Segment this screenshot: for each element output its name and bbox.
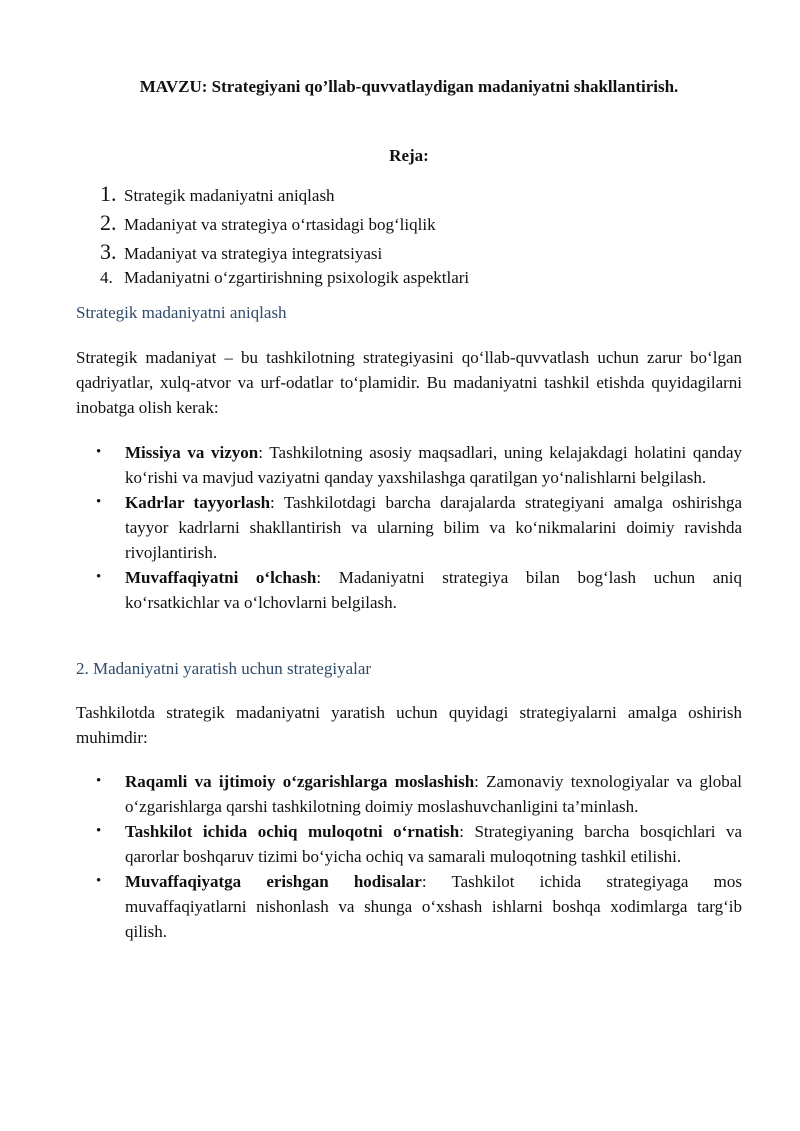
plan-item-text: Madaniyatni o‘zgartirishning psixologik aspektlari [124,268,470,287]
document-title: MAVZU: Strategiyani qo’llab-quvvatlaydigan madaniyatni shakllantirish. [139,77,679,96]
plan-item-text: Madaniyat va strategiya integratsiyasi [124,244,383,263]
section-heading-culture-strategies: 2. Madaniyatni yaratish uchun strategiyalar [76,659,372,678]
bullet-term: Missiya va vizyon [125,443,259,462]
bullet-icon: • [96,823,102,839]
plan-item-number: 4. [100,268,113,287]
bullet-term: Raqamli va ijtimoiy o‘zgarishlarga moslashish [125,772,475,791]
bullet-icon: • [96,444,102,460]
bullet-text: : Zamonaviy texnologiyalar va global o‘zgarishlarga qarshi tashkilotning doimiy moslashuvchanligini ta’minlash. [125,772,743,816]
plan-item-number: 1. [100,181,117,206]
section2-bullet-list [96,769,742,944]
bullet-item-success-events [96,869,742,944]
section-heading-strategic-culture: Strategik madaniyatni aniqlash [76,303,287,322]
plan-item-text: Madaniyat va strategiya o‘rtasidagi bog‘liqlik [124,215,436,234]
plan-item [100,239,469,268]
bullet-term: Kadrlar tayyorlash [125,493,271,512]
bullet-text: : Tashkilot ichida strategiyaga mos muvaffaqiyatlarni nishonlash va shunga o‘xshash ishlarni boshqa xodimlarga targ‘ib qilish. [125,872,742,941]
bullet-text: : Madaniyatni strategiya bilan bog‘lash uchun aniq ko‘rsatkichlar va o‘lchovlarni belgilash. [125,568,743,612]
bullet-term: Muvaffaqiyatga erishgan hodisalar [125,872,422,891]
plan-list [100,181,469,295]
section2-paragraph: Tashkilotda strategik madaniyatni yaratish uchun quyidagi strategiyalarni amalga oshirish muhimdir: [76,703,742,747]
bullet-text: : Tashkilotning asosiy maqsadlari, uning kelajakdagi holatini qanday ko‘rishi va mavjud vaziyatni qanday yaxshilashga qaratilgan yo‘nalishlarni belgilash. [125,443,743,487]
plan-item-number: 3. [100,239,117,264]
bullet-item-adaptation [96,769,742,819]
bullet-icon: • [96,873,102,889]
bullet-term: Muvaffaqiyatni o‘lchash [125,568,317,587]
bullet-item-personnel [96,490,742,565]
plan-heading: Reja: [389,146,429,165]
plan-item [100,268,469,295]
bullet-item-communication [96,819,742,869]
plan-item-text: Strategik madaniyatni aniqlash [124,186,335,205]
bullet-icon: • [96,569,102,585]
plan-item-number: 2. [100,210,117,235]
section1-paragraph: Strategik madaniyat – bu tashkilotning strategiyasini qo‘llab-quvvatlash uchun zarur bo‘lgan qadriyatlar, xulq-atvor va urf-odatlar to‘plamidir. Bu madaniyatni tashkil etishda quyidagilarni inobatga olish kerak: [76,348,742,417]
bullet-icon: • [96,494,102,510]
bullet-item-measuring [96,565,742,615]
plan-item [100,210,469,239]
plan-item [100,181,469,210]
bullet-term: Tashkilot ichida ochiq muloqotni o‘rnatish [125,822,460,841]
bullet-item-mission [96,440,742,490]
section1-bullet-list [96,440,742,615]
bullet-text: : Tashkilotdagi barcha darajalarda strategiyani amalga oshirishga tayyor kadrlarni shakllantirish va ularning bilim va ko‘nikmalarini doimiy ravishda rivojlantirish. [125,493,742,562]
bullet-icon: • [96,773,102,789]
bullet-text: : Strategiyaning barcha bosqichlari va qarorlar boshqaruv tizimi bo‘yicha ochiq va samarali muloqotning tashkil etilishi. [125,822,742,866]
